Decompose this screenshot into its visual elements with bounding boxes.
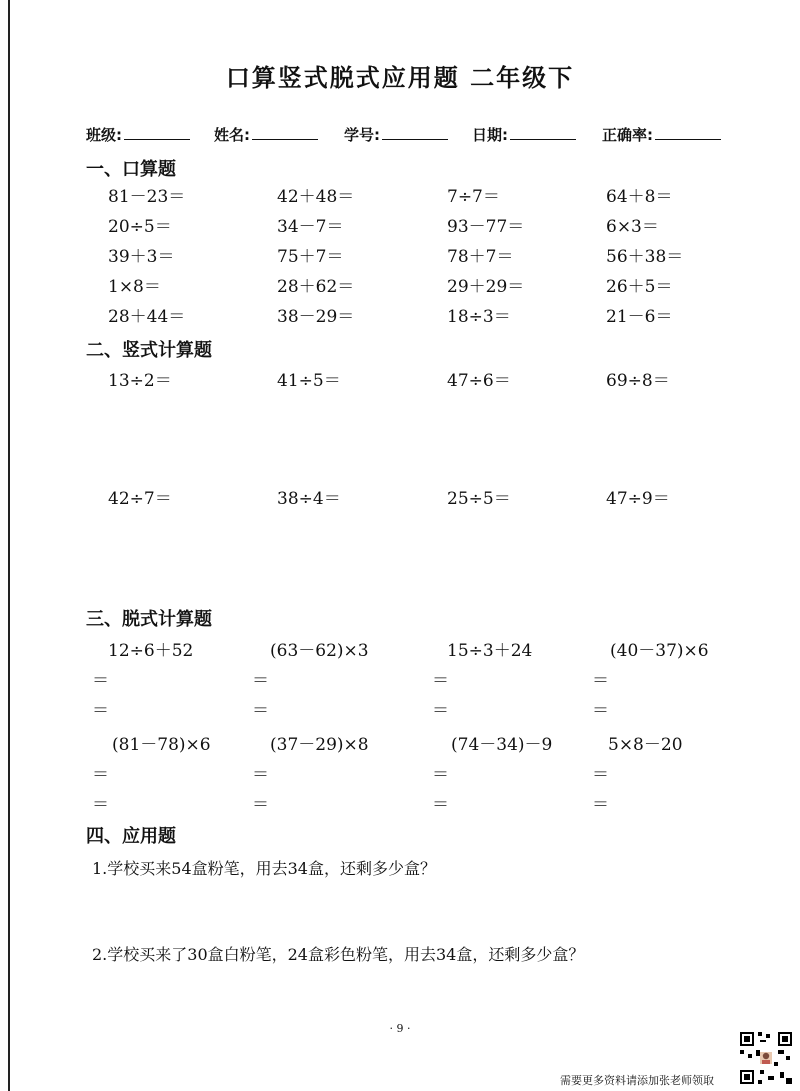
- oral-problem: 21－6＝: [606, 307, 673, 327]
- class-field: [86, 124, 190, 145]
- oral-problem: 39＋3＝: [108, 247, 175, 267]
- equals-line: ＝: [92, 671, 109, 691]
- vertical-problem: 47÷6＝: [447, 371, 511, 391]
- vertical-problem: 47÷9＝: [606, 489, 670, 509]
- stepwise-problem: (37－29)×8: [270, 735, 369, 755]
- stepwise-problem: 12÷6＋52: [108, 641, 194, 661]
- date-blank[interactable]: [510, 125, 576, 140]
- equals-line: ＝: [592, 765, 609, 785]
- equals-line: ＝: [592, 671, 609, 691]
- equals-line: ＝: [92, 701, 109, 721]
- stepwise-problem: (74－34)－9: [451, 735, 553, 755]
- oral-problem: 75＋7＝: [277, 247, 344, 267]
- equals-line: ＝: [252, 701, 269, 721]
- oral-problem: 28＋44＝: [108, 307, 186, 327]
- word-problem-2: 2.学校买来了30盒白粉笔，24盒彩色粉笔，用去34盒，还剩多少盒？: [92, 945, 585, 964]
- footer-note: 需要更多资料请添加张老师领取: [560, 1074, 714, 1087]
- oral-problem: 6×3＝: [606, 217, 659, 237]
- equals-line: ＝: [252, 765, 269, 785]
- name-field: [214, 124, 318, 145]
- equals-line: ＝: [592, 795, 609, 815]
- page-title: 口算竖式脱式应用题 二年级下: [225, 64, 575, 92]
- student-no-label: 学号:: [344, 126, 380, 144]
- equals-line: ＝: [432, 795, 449, 815]
- equals-line: ＝: [592, 701, 609, 721]
- vertical-problem: 41÷5＝: [277, 371, 341, 391]
- class-blank[interactable]: [124, 125, 190, 140]
- oral-problem: 78＋7＝: [447, 247, 514, 267]
- binding-margin-line: [8, 0, 10, 1091]
- vertical-problem: 69÷8＝: [606, 371, 670, 391]
- name-blank[interactable]: [252, 125, 318, 140]
- section-oral-heading: 一、口算题: [86, 159, 176, 180]
- stepwise-problem: 5×8－20: [608, 735, 683, 755]
- oral-problem: 20÷5＝: [108, 217, 172, 237]
- oral-problem: 42＋48＝: [277, 187, 355, 207]
- equals-line: ＝: [432, 671, 449, 691]
- equals-line: ＝: [92, 765, 109, 785]
- name-label: 姓名:: [214, 126, 250, 144]
- accuracy-blank[interactable]: [655, 125, 721, 140]
- student-no-field: [344, 124, 448, 145]
- equals-line: ＝: [432, 701, 449, 721]
- accuracy-field: [602, 124, 721, 145]
- section-stepwise-heading: 三、脱式计算题: [86, 609, 212, 630]
- oral-problem: 26＋5＝: [606, 277, 673, 297]
- date-label: 日期:: [472, 126, 508, 144]
- stepwise-problem: 15÷3＋24: [447, 641, 533, 661]
- equals-line: ＝: [92, 795, 109, 815]
- oral-problem: 7÷7＝: [447, 187, 500, 207]
- equals-line: ＝: [252, 795, 269, 815]
- vertical-problem: 42÷7＝: [108, 489, 172, 509]
- vertical-problem: 13÷2＝: [108, 371, 172, 391]
- oral-problem: 29＋29＝: [447, 277, 525, 297]
- qr-code-icon: [738, 1030, 794, 1086]
- student-no-blank[interactable]: [382, 125, 448, 140]
- section-vertical-heading: 二、竖式计算题: [86, 340, 212, 361]
- word-problem-1: 1.学校买来54盒粉笔，用去34盒，还剩多少盒？: [92, 859, 436, 878]
- oral-problem: 34－7＝: [277, 217, 344, 237]
- date-field: [472, 124, 576, 145]
- equals-line: ＝: [432, 765, 449, 785]
- page-number: · 9 ·: [389, 1022, 411, 1035]
- oral-problem: 64＋8＝: [606, 187, 673, 207]
- oral-problem: 18÷3＝: [447, 307, 511, 327]
- oral-problem: 81－23＝: [108, 187, 186, 207]
- oral-problem: 93－77＝: [447, 217, 525, 237]
- equals-line: ＝: [252, 671, 269, 691]
- section-word-heading: 四、应用题: [86, 826, 176, 847]
- accuracy-label: 正确率:: [602, 126, 653, 144]
- oral-problem: 1×8＝: [108, 277, 161, 297]
- oral-problem: 38－29＝: [277, 307, 355, 327]
- class-label: 班级:: [86, 126, 122, 144]
- oral-problem: 56＋38＝: [606, 247, 684, 267]
- vertical-problem: 25÷5＝: [447, 489, 511, 509]
- stepwise-problem: (81－78)×6: [112, 735, 211, 755]
- stepwise-problem: (63－62)×3: [270, 641, 369, 661]
- oral-problem: 28＋62＝: [277, 277, 355, 297]
- stepwise-problem: (40－37)×6: [610, 641, 709, 661]
- vertical-problem: 38÷4＝: [277, 489, 341, 509]
